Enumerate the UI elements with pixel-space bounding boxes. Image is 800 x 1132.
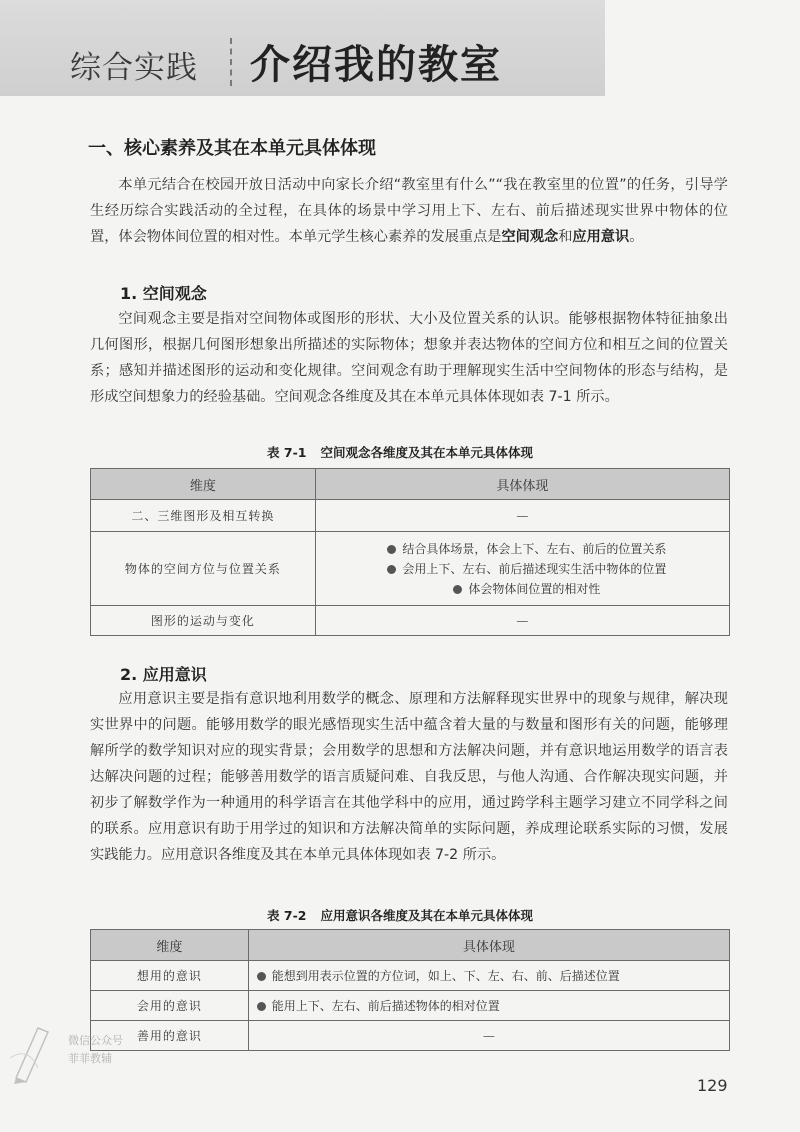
subsection-heading-spatial: 1. 空间观念 xyxy=(120,284,207,303)
table-application xyxy=(90,929,730,1051)
banner-divider xyxy=(230,38,232,86)
table-row: 物体的空间方位与位置关系 结合具体场景，体会上下、左右、前后的位置关系 会用上下、左右、前后描述现实生活中物体的位置 体会物体间位置的相对性 xyxy=(91,532,730,606)
section-heading: 一、核心素养及其在本单元具体体现 xyxy=(88,138,376,159)
table-row: 会用的意识 能用上下、左右、前后描述物体的相对位置 xyxy=(91,991,730,1021)
application-paragraph: 应用意识主要是指有意识地利用数学的概念、原理和方法解释现实世界中的现象与规律，解决现实世界中的问题。能够用数学的眼光感悟现实生活中蕴含着大量的与数量和图形有关的问题，能够理解所学的数学知识对应的现实背景；会用数学的思想和方法解决问题，并有意识地运用数学的语言表达解决问题的过程；能够善用数学的语言质疑问难、自我反思，与他人沟通、合作解决现实问题，并初步了解数学作为一种通用的科学语言在其他学科中的应用，通过跨学科主题学习建立不同学科之间的联系。应用意识有助于用学过的知识和方法解决简单的实际问题，养成理论联系实际的习惯，发展实践能力。应用意识各维度及其在本单元具体体现如表 7-2 所示。 xyxy=(90,691,728,863)
watermark xyxy=(8,1018,128,1088)
table-row: 二、三维图形及相互转换 — xyxy=(91,500,730,532)
chapter-banner xyxy=(0,0,605,96)
table2-header-dimension: 维度 xyxy=(91,930,249,961)
subsection-heading-application: 2. 应用意识 xyxy=(120,665,207,684)
table1-header-detail: 具体体现 xyxy=(315,469,729,500)
table2-header-detail: 具体体现 xyxy=(248,930,729,961)
watermark-line2: 菲菲教辅 xyxy=(68,1052,112,1065)
chapter-label: 综合实践 xyxy=(70,50,198,86)
table-row: 想用的意识 能想到用表示位置的方位词，如上、下、左、右、前、后描述位置 xyxy=(91,961,730,991)
table-spatial xyxy=(90,468,730,636)
pen-icon xyxy=(8,1018,68,1088)
table-row: 善用的意识 — xyxy=(91,1021,730,1051)
bullet-icon xyxy=(453,585,462,594)
table-row: 图形的运动与变化 — xyxy=(91,606,730,636)
bullet-icon xyxy=(257,972,266,981)
chapter-title: 介绍我的教室 xyxy=(250,42,502,88)
table1-header-dimension: 维度 xyxy=(91,469,316,500)
bullet-icon xyxy=(387,565,396,574)
intro-paragraph: 本单元结合在校园开放日活动中向家长介绍“教室里有什么”“我在教室里的位置”的任务，引导学生经历综合实践活动的全过程，在具体的场景中学习用上下、左右、前后描述现实世界中物体的位置，体会物体间位置的相对性。本单元学生核心素养的发展重点是空间观念和应用意识。 xyxy=(90,177,728,245)
bullet-icon xyxy=(257,1002,266,1011)
spatial-paragraph: 空间观念主要是指对空间物体或图形的形状、大小及位置关系的认识。能够根据物体特征抽象出几何图形，根据几何图形想象出所描述的实际物体；想象并表达物体的空间方位和相互之间的位置关系；感知并描述图形的运动和变化规律。空间观念有助于理解现实生活中空间物体的形态与结构，是形成空间想象力的经验基础。空间观念各维度及其在本单元具体体现如表 7-1 所示。 xyxy=(90,311,728,405)
table1-caption: 表 7-1 空间观念各维度及其在本单元具体体现 xyxy=(267,445,533,460)
table2-caption: 表 7-2 应用意识各维度及其在本单元具体体现 xyxy=(267,908,533,923)
watermark-line1: 微信公众号 xyxy=(68,1034,123,1047)
bullet-icon xyxy=(387,545,396,554)
page-number: 129 xyxy=(697,1076,728,1095)
